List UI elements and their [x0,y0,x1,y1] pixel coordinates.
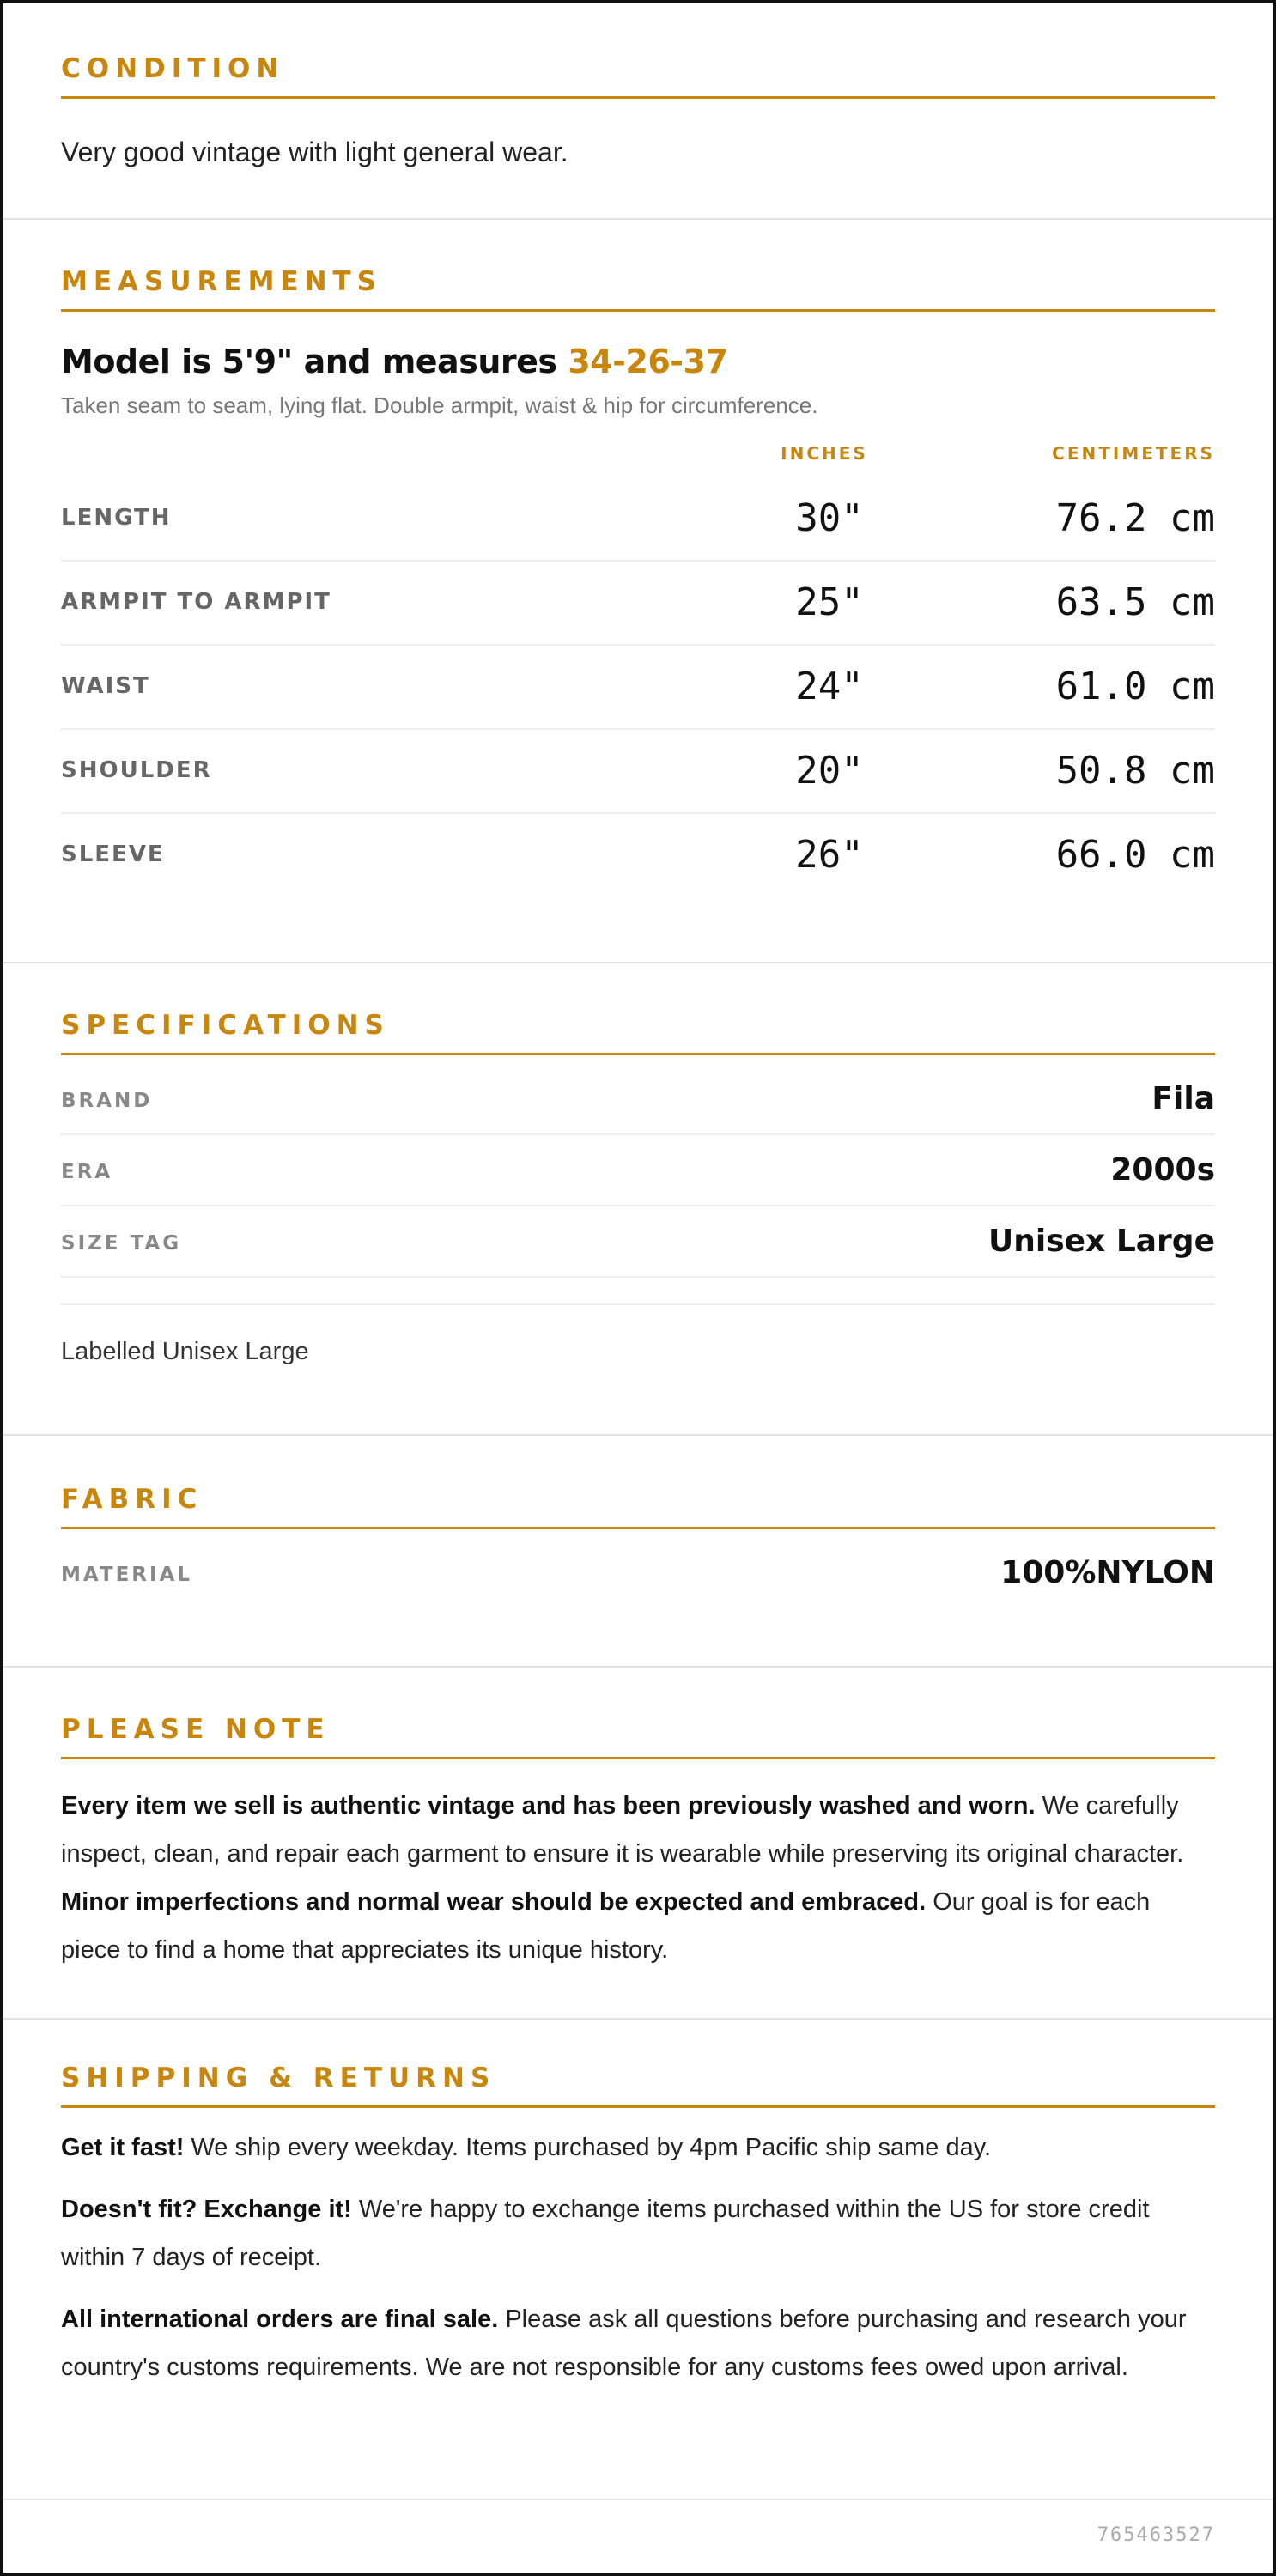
measurement-inches: 30" [795,496,864,540]
model-prefix: Model is 5'9" and measures [61,343,568,380]
measurement-cm: 66.0 cm [1055,833,1215,877]
spec-divider [61,1303,1215,1305]
model-measurements-title [61,343,1215,380]
shipping-bold-1: Get it fast! [61,2134,185,2161]
spec-value: Unisex Large [988,1224,1215,1259]
spec-value: Fila [1151,1081,1215,1116]
measurement-label: ARMPIT TO ARMPIT [61,589,331,615]
shipping-text-2: We're happy to exchange items purchased within the US for store credit within 7 days of receipt. [61,2196,1150,2271]
model-measures-value: 34-26-37 [568,343,728,380]
measurement-label: WAIST [61,673,150,699]
fabric-rule [61,1527,1215,1529]
measurement-label: LENGTH [61,505,172,531]
measurement-inches: 25" [795,580,864,624]
measurement-inches: 20" [795,749,864,793]
measurement-row-waist [61,646,1215,730]
measurement-label: SLEEVE [61,841,165,867]
specifications-rule [61,1053,1215,1055]
fabric-row-material [61,1538,1215,1609]
spec-value: 2000s [1110,1152,1215,1188]
condition-text: Very good vintage with light general wear. [61,137,568,167]
specifications-section [3,963,1273,1436]
measurement-inches: 26" [795,833,864,877]
measurements-heading: MEASUREMENTS [61,266,383,297]
centimeters-column-header: CENTIMETERS [1052,443,1215,464]
inches-column-header: INCHES [781,443,868,464]
shipping-rule [61,2105,1215,2108]
shipping-paragraph-3 [61,2295,1215,2391]
measurement-row-armpit [61,562,1215,646]
specifications-heading: SPECIFICATIONS [61,1010,390,1041]
please-note-section [3,1668,1273,2020]
shipping-heading: SHIPPING & RETURNS [61,2063,496,2093]
shipping-paragraph-1 [61,2123,1215,2172]
shipping-paragraph-2 [61,2185,1215,2281]
shipping-bold-3: All international orders are final sale. [61,2306,499,2333]
shipping-bold-2: Doesn't fit? Exchange it! [61,2196,352,2223]
note-text-2: Our goal is for each piece to find a home that appreciates its unique history. [61,1888,1151,1964]
spec-label: BRAND [61,1090,153,1112]
spec-label: SIZE TAG [61,1232,182,1255]
please-note-heading: PLEASE NOTE [61,1714,331,1745]
measurements-rule [61,309,1215,312]
note-bold-2: Minor imperfections and normal wear should be expected and embraced. [61,1888,927,1916]
spec-row-size-tag [61,1206,1215,1278]
measurements-section [3,220,1273,963]
condition-section [3,3,1273,220]
measurements-subtext: Taken seam to seam, lying flat. Double armpit, waist & hip for circumference. [61,392,818,418]
measurement-cm: 61.0 cm [1055,665,1215,708]
spec-row-era [61,1135,1215,1206]
measurement-cm: 50.8 cm [1055,749,1215,793]
measurements-table-header [61,443,1215,477]
fabric-value: 100%NYLON [1000,1555,1215,1590]
spec-row-brand [61,1064,1215,1135]
measurements-table [61,477,1215,898]
specifications-list [61,1064,1215,1278]
measurement-row-length [61,477,1215,562]
fabric-section [3,1436,1273,1668]
measurement-label: SHOULDER [61,757,212,783]
shipping-text-1: We ship every weekday. Items purchased by 4pm Pacific ship same day. [184,2134,992,2161]
note-text-1: We carefully inspect, clean, and repair each garment to ensure it is wearable while preserving its original character. [61,1792,1184,1868]
shipping-text-3: Please ask all questions before purchasing and research your country's customs requirements. We are not responsible for any customs fees owed upon arrival. [61,2306,1187,2381]
measurement-row-sleeve [61,814,1215,898]
measurement-cm: 76.2 cm [1055,496,1215,540]
condition-rule [61,96,1215,99]
spec-label: ERA [61,1161,113,1183]
product-id: 765463527 [1097,2524,1215,2546]
note-bold-1: Every item we sell is authentic vintage and has been previously washed and worn. [61,1792,1036,1820]
fabric-heading: FABRIC [61,1484,204,1515]
fabric-label: MATERIAL [61,1564,193,1586]
shipping-section [3,2020,1273,2500]
please-note-rule [61,1757,1215,1759]
please-note-paragraph [61,1782,1215,1974]
measurement-cm: 63.5 cm [1055,580,1215,624]
measurement-inches: 24" [795,665,864,708]
measurement-row-shoulder [61,730,1215,814]
size-tag-note: Labelled Unisex Large [61,1338,309,1365]
condition-heading: CONDITION [61,53,285,84]
